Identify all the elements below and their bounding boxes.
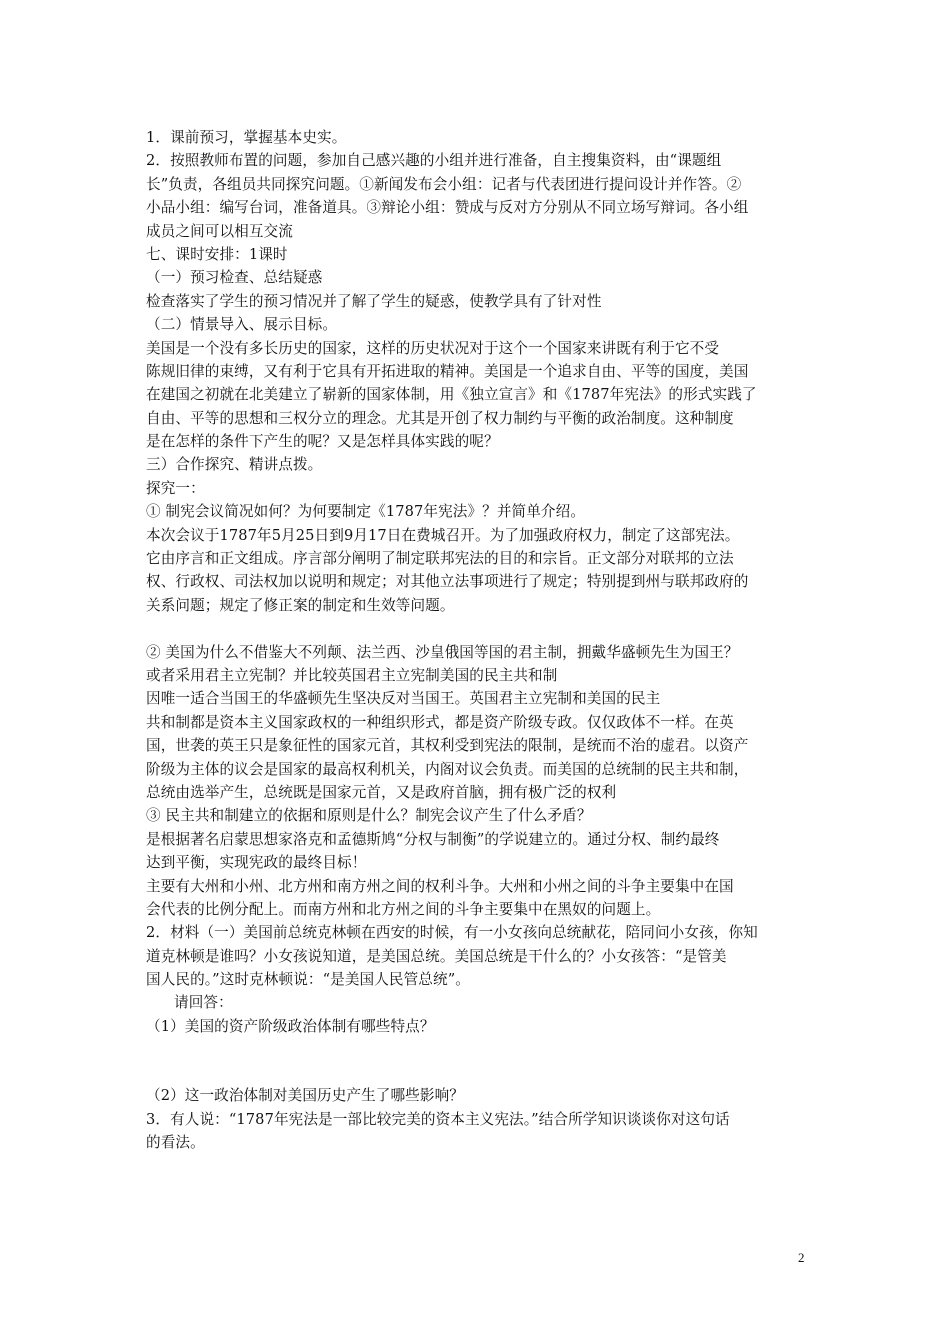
- subsection-heading: （一）预习检查、总结疑惑: [146, 269, 323, 287]
- text-line: 它由序言和正文组成。序言部分阐明了制定联邦宪法的目的和宗旨。正文部分对联邦的立法: [146, 550, 734, 568]
- section-heading: 七、课时安排：1课时: [146, 245, 288, 263]
- text-line: 本次会议于1787年5月25日到9月17日在费城召开。为了加强政府权力，制定了这部宪法。: [146, 526, 740, 544]
- text-line: 成员之间可以相互交流: [146, 222, 293, 240]
- text-line: 总统由选举产生，总统既是国家元首，又是政府首脑，拥有极广泛的权利: [146, 783, 617, 801]
- text-line: 请回答：: [174, 994, 233, 1012]
- text-line: 在建国之初就在北美建立了崭新的国家体制，用《独立宣言》和《1787年宪法》的形式实践了: [146, 386, 757, 404]
- text-line: 长”负责，各组员共同探究问题。①新闻发布会小组：记者与代表团进行提问设计并作答。②: [146, 175, 742, 193]
- text-line: 检查落实了学生的预习情况并了解了学生的疑惑，使教学具有了针对性: [146, 292, 602, 310]
- text-line: 权、行政权、司法权加以说明和规定；对其他立法事项进行了规定；特别提到州与联邦政府的: [146, 573, 749, 591]
- text-line: 2．按照教师布置的问题，参加自己感兴趣的小组并进行准备，自主搜集资料，由“课题组: [146, 152, 722, 170]
- text-line: 因唯一适合当国王的华盛顿先生坚决反对当国王。英国君主立宪制和美国的民主: [146, 690, 661, 708]
- text-line: 陈规旧律的束缚，又有利于它具有开拓进取的精神。美国是一个追求自由、平等的国度，美国: [146, 362, 749, 380]
- text-line: 是根据著名启蒙思想家洛克和孟德斯鸠“分权与制衡”的学说建立的。通过分权、制约最终: [146, 830, 720, 848]
- document-body: [146, 126, 818, 1154]
- text-line: 探究一：: [146, 479, 205, 497]
- text-line: 是在怎样的条件下产生的呢？又是怎样具体实践的呢？: [146, 433, 499, 451]
- answer-space: [146, 1038, 818, 1084]
- text-line: 2．材料（一）美国前总统克林顿在西安的时候，有一小女孩向总统献花，陪同问小女孩，你知: [146, 924, 758, 942]
- text-line: 国人民的。”这时克林顿说：“是美国人民管总统”。: [146, 971, 470, 989]
- text-line: 1．课前预习，掌握基本史实。: [146, 129, 347, 146]
- text-line: 关系问题；规定了修正案的制定和生效等问题。: [146, 596, 455, 614]
- text-line: 国，世袭的英王只是象征性的国家元首，其权利受到宪法的限制，是统而不治的虚君。以资产: [146, 737, 749, 755]
- text-line: 或者采用君主立宪制？并比较英国君主立宪制美国的民主共和制: [146, 666, 558, 684]
- question-line: （2）这一政治体制对美国历史产生了哪些影响？: [146, 1087, 464, 1105]
- question-line: ③ 民主共和制建立的依据和原则是什么？制宪会议产生了什么矛盾？: [146, 807, 592, 825]
- question-line: ② 美国为什么不借鉴大不列颠、法兰西、沙皇俄国等国的君主制，拥戴华盛顿先生为国王？: [146, 643, 739, 661]
- text-line: 阶级为主体的议会是国家的最高权利机关，内阁对议会负责。而美国的总统制的民主共和制，: [146, 760, 749, 778]
- subsection-heading: （二）情景导入、展示目标。: [146, 316, 338, 334]
- blank-line: [146, 617, 818, 640]
- text-line: 共和制都是资本主义国家政权的一种组织形式，都是资产阶级专政。仅仅政体不一样。在英: [146, 713, 734, 731]
- question-line: ① 制宪会议简况如何？为何要制定《1787年宪法》？并简单介绍。: [146, 503, 586, 521]
- text-line: 主要有大州和小州、北方州和南方州之间的权利斗争。大州和小州之间的斗争主要集中在国: [146, 877, 734, 895]
- page-number: 2: [798, 1250, 805, 1265]
- text-line: 道克林顿是谁吗？小女孩说知道，是美国总统。美国总统是干什么的？小女孩答：“是管美: [146, 947, 727, 965]
- question-line: （1）美国的资产阶级政治体制有哪些特点？: [146, 1017, 435, 1035]
- text-line: 小品小组：编写台词，准备道具。③辩论小组：赞成与反对方分别从不同立场写辩词。各小组: [146, 199, 749, 217]
- text-line: 会代表的比例分配上。而南方州和北方州之间的斗争主要集中在黑奴的问题上。: [146, 900, 661, 918]
- text-line: 达到平衡，实现宪政的最终目标！: [146, 854, 367, 872]
- text-line: 的看法。: [146, 1134, 205, 1152]
- text-line: 美国是一个没有多长历史的国家，这样的历史状况对于这个一个国家来讲既有利于它不受: [146, 339, 720, 357]
- text-line: 自由、平等的思想和三权分立的理念。尤其是开创了权力制约与平衡的政治制度。这种制度: [146, 409, 734, 427]
- text-line: 3．有人说：“1787年宪法是一部比较完美的资本主义宪法。”结合所学知识谈谈你对这句话: [146, 1110, 730, 1128]
- subsection-heading: 三）合作探究、精讲点拨。: [146, 456, 323, 474]
